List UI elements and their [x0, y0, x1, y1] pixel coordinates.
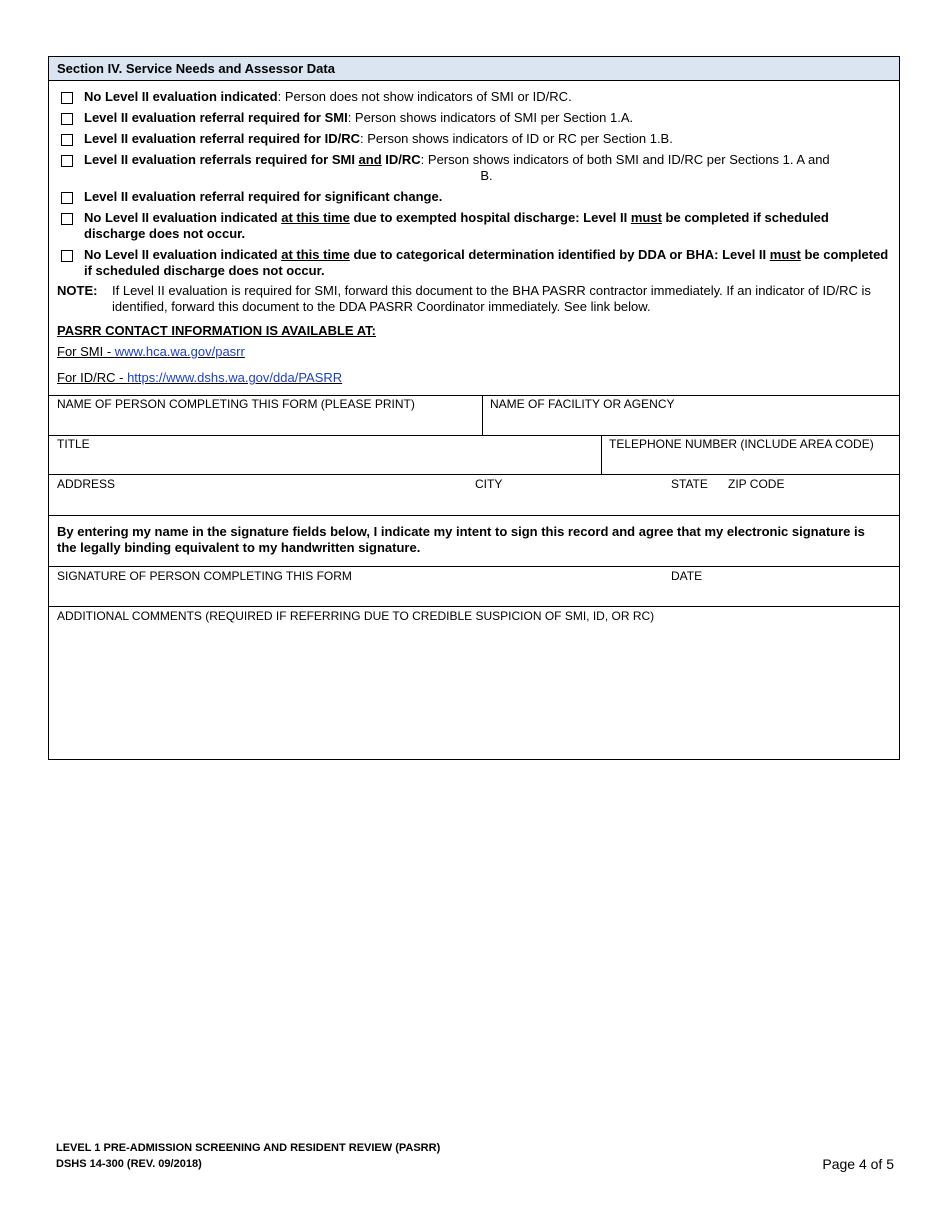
- contact-idrc: [57, 370, 342, 385]
- checkbox[interactable]: [61, 192, 73, 204]
- idrc-link[interactable]: https://www.dshs.wa.gov/dda/PASRR: [127, 370, 343, 385]
- phone-field-label: TELEPHONE NUMBER (INCLUDE AREA CODE): [609, 437, 874, 451]
- option-label-underlined: must: [769, 247, 801, 262]
- option-desc: : Person shows indicators of both SMI and ID/RC per Sections 1. A and: [420, 152, 830, 167]
- option-label: due to exempted hospital discharge: Level II: [349, 210, 631, 225]
- checkbox[interactable]: [61, 155, 73, 167]
- facility-field-label: NAME OF FACILITY OR AGENCY: [490, 397, 675, 411]
- option-label-underlined: and: [358, 152, 382, 167]
- contact-smi-label: For SMI -: [57, 344, 115, 359]
- city-field-label: CITY: [475, 477, 503, 491]
- footer-form-number: DSHS 14-300 (REV. 09/2018): [56, 1158, 202, 1170]
- section-iv-form: [48, 56, 900, 760]
- checkbox[interactable]: [61, 92, 73, 104]
- option-label-underlined: at this time: [281, 247, 350, 262]
- option-label: No Level II evaluation indicated: [84, 89, 278, 104]
- option-desc: : Person does not show indicators of SMI or ID/RC.: [277, 89, 572, 104]
- name-field-label: NAME OF PERSON COMPLETING THIS FORM (PLEASE PRINT): [57, 397, 415, 411]
- address-field-label: ADDRESS: [57, 477, 116, 491]
- option-label: be completed if scheduled discharge does not occur.: [84, 210, 829, 241]
- note-block: [57, 283, 881, 315]
- option-label: No Level II evaluation indicated: [84, 210, 282, 225]
- contact-title: PASRR CONTACT INFORMATION IS AVAILABLE AT:: [57, 323, 376, 338]
- option-label: be completed if scheduled discharge does not occur.: [84, 247, 889, 278]
- checkbox[interactable]: [61, 134, 73, 146]
- divider: [601, 435, 602, 474]
- signature-field-label: SIGNATURE OF PERSON COMPLETING THIS FORM: [57, 569, 352, 583]
- checkbox[interactable]: [61, 213, 73, 225]
- option-label: Level II evaluation referral required for SMI: [84, 110, 348, 125]
- comments-field-label: ADDITIONAL COMMENTS (REQUIRED IF REFERRING DUE TO CREDIBLE SUSPICION OF SMI, ID, OR RC): [57, 609, 655, 623]
- zip-field-label: ZIP CODE: [728, 477, 785, 491]
- checkbox[interactable]: [61, 250, 73, 262]
- divider: [482, 395, 483, 435]
- contact-smi: [57, 344, 245, 359]
- option-label: Level II evaluation referral required for significant change.: [84, 189, 443, 204]
- option-desc-tail: B.: [480, 168, 493, 183]
- divider: [49, 606, 899, 607]
- option-label: due to categorical determination identified by DDA or BHA: Level II: [349, 247, 770, 262]
- option-label-underlined: must: [630, 210, 662, 225]
- note-label: NOTE:: [57, 283, 98, 298]
- page-number: Page 4 of 5: [822, 1156, 894, 1172]
- state-field-label: STATE: [671, 477, 708, 491]
- divider: [49, 395, 899, 396]
- section-title: Section IV. Service Needs and Assessor Data: [49, 57, 899, 81]
- option-label: Level II evaluation referrals required for SMI: [84, 152, 359, 167]
- divider: [49, 566, 899, 567]
- divider: [49, 435, 899, 436]
- date-field-label: DATE: [671, 569, 703, 583]
- option-label: No Level II evaluation indicated: [84, 247, 282, 262]
- footer-form-title: LEVEL 1 PRE-ADMISSION SCREENING AND RESIDENT REVIEW (PASRR): [56, 1142, 441, 1154]
- note-text: If Level II evaluation is required for SMI, forward this document to the BHA PASRR contractor immediately. If an indicator of ID/RC is identified, forward this document to the DDA PASRR Coordinator immediately. See link below.: [112, 283, 871, 314]
- title-field-label: TITLE: [57, 437, 90, 451]
- checkbox[interactable]: [61, 113, 73, 125]
- smi-link[interactable]: www.hca.wa.gov/pasrr: [114, 344, 245, 359]
- attestation-text: By entering my name in the signature fields below, I indicate my intent to sign this record and agree that my electronic signature is the legally binding equivalent to my handwritten signature.: [57, 524, 865, 555]
- divider: [49, 515, 899, 516]
- option-label-underlined: at this time: [281, 210, 350, 225]
- option-desc: : Person shows indicators of SMI per Section 1.A.: [347, 110, 634, 125]
- option-desc: : Person shows indicators of ID or RC per Section 1.B.: [359, 131, 673, 146]
- footer-form-info: [56, 1140, 440, 1172]
- option-label: Level II evaluation referral required for ID/RC: [84, 131, 360, 146]
- divider: [49, 474, 899, 475]
- option-label: ID/RC: [381, 152, 421, 167]
- contact-idrc-label: For ID/RC -: [57, 370, 128, 385]
